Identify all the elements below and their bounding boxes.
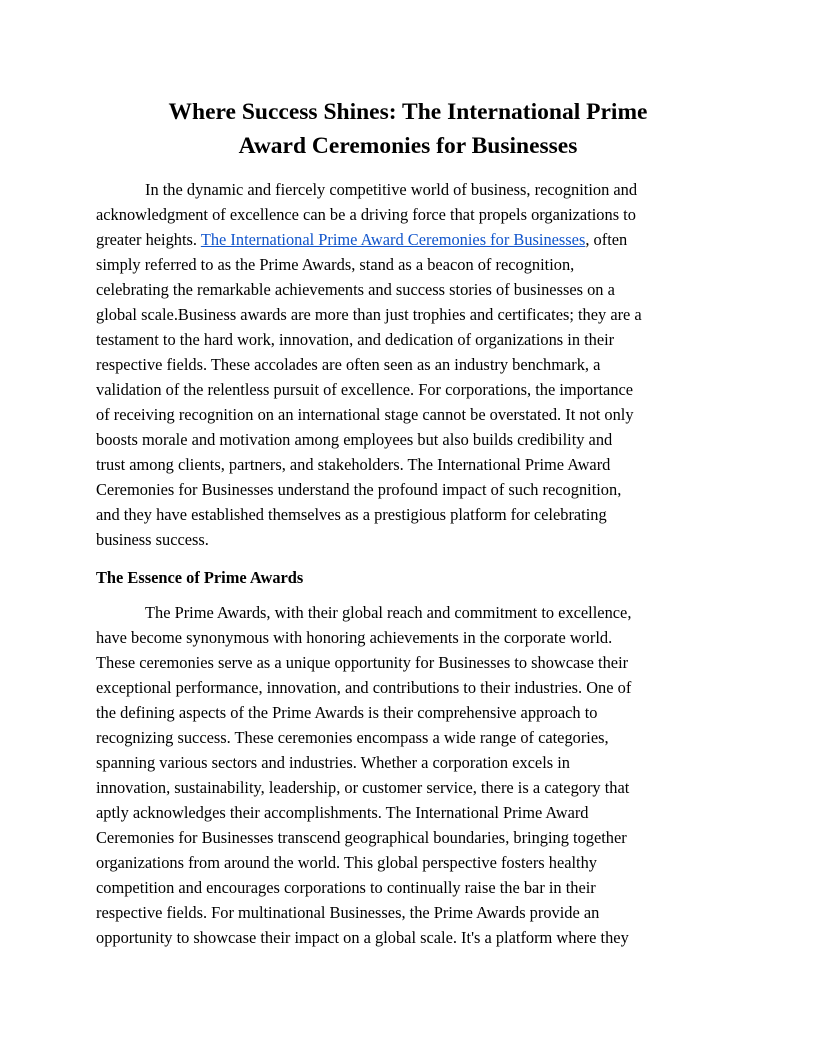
page-title — [96, 95, 720, 163]
intro-line: of receiving recognition on an international stage cannot be overstated. It not only — [96, 405, 634, 424]
intro-line: global scale.Business awards are more than just trophies and certificates; they are a — [96, 305, 642, 324]
essence-line: innovation, sustainability, leadership, or customer service, there is a category that — [96, 778, 630, 797]
intro-line: business success. — [96, 530, 209, 549]
intro-line: acknowledgment of excellence can be a driving force that propels organizations to — [96, 205, 636, 224]
intro-line: celebrating the remarkable achievements and success stories of businesses on a — [96, 280, 615, 299]
essence-line: organizations from around the world. This global perspective fosters healthy — [96, 853, 598, 872]
essence-line: competition and encourages corporations to continually raise the bar in their — [96, 878, 596, 897]
prime-awards-link[interactable]: The International Prime Award Ceremonies for Businesses — [200, 230, 586, 249]
intro-line: validation of the relentless pursuit of excellence. For corporations, the importance — [96, 380, 634, 399]
intro-line: In the dynamic and fiercely competitive world of business, recognition and — [145, 180, 638, 199]
essence-line: recognizing success. These ceremonies encompass a wide range of categories, — [96, 728, 609, 747]
essence-line: exceptional performance, innovation, and contributions to their industries. One of — [96, 678, 632, 697]
intro-text-after-link: , often — [585, 230, 628, 249]
intro-line: Ceremonies for Businesses understand the profound impact of such recognition, — [96, 480, 622, 499]
essence-line: opportunity to showcase their impact on a global scale. It's a platform where they — [96, 928, 629, 947]
intro-text-before-link: greater heights. — [96, 230, 201, 249]
intro-line: and they have established themselves as a prestigious platform for celebrating — [96, 505, 607, 524]
essence-line: These ceremonies serve as a unique opportunity for Businesses to showcase their — [96, 653, 629, 672]
intro-line: simply referred to as the Prime Awards, stand as a beacon of recognition, — [96, 255, 575, 274]
essence-line: the defining aspects of the Prime Awards is their comprehensive approach to — [96, 703, 598, 722]
intro-line: trust among clients, partners, and stakeholders. The International Prime Award — [96, 455, 611, 474]
essence-line: spanning various sectors and industries. Whether a corporation excels in — [96, 753, 570, 772]
section-heading: The Essence of Prime Awards — [96, 568, 304, 587]
essence-line: have become synonymous with honoring achievements in the corporate world. — [96, 628, 613, 647]
intro-line: boosts morale and motivation among employees but also builds credibility and — [96, 430, 613, 449]
essence-line: Ceremonies for Businesses transcend geographical boundaries, bringing together — [96, 828, 627, 847]
intro-line-with-link — [96, 230, 627, 250]
essence-line: respective fields. For multinational Businesses, the Prime Awards provide an — [96, 903, 600, 922]
intro-line: testament to the hard work, innovation, and dedication of organizations in their — [96, 330, 615, 349]
essence-line: The Prime Awards, with their global reach and commitment to excellence, — [145, 603, 632, 622]
intro-line: respective fields. These accolades are often seen as an industry benchmark, a — [96, 355, 601, 374]
essence-line: aptly acknowledges their accomplishments. The International Prime Award — [96, 803, 589, 822]
title-line-1: Where Success Shines: The International Prime — [168, 99, 648, 125]
title-line-2: Award Ceremonies for Businesses — [238, 133, 578, 159]
